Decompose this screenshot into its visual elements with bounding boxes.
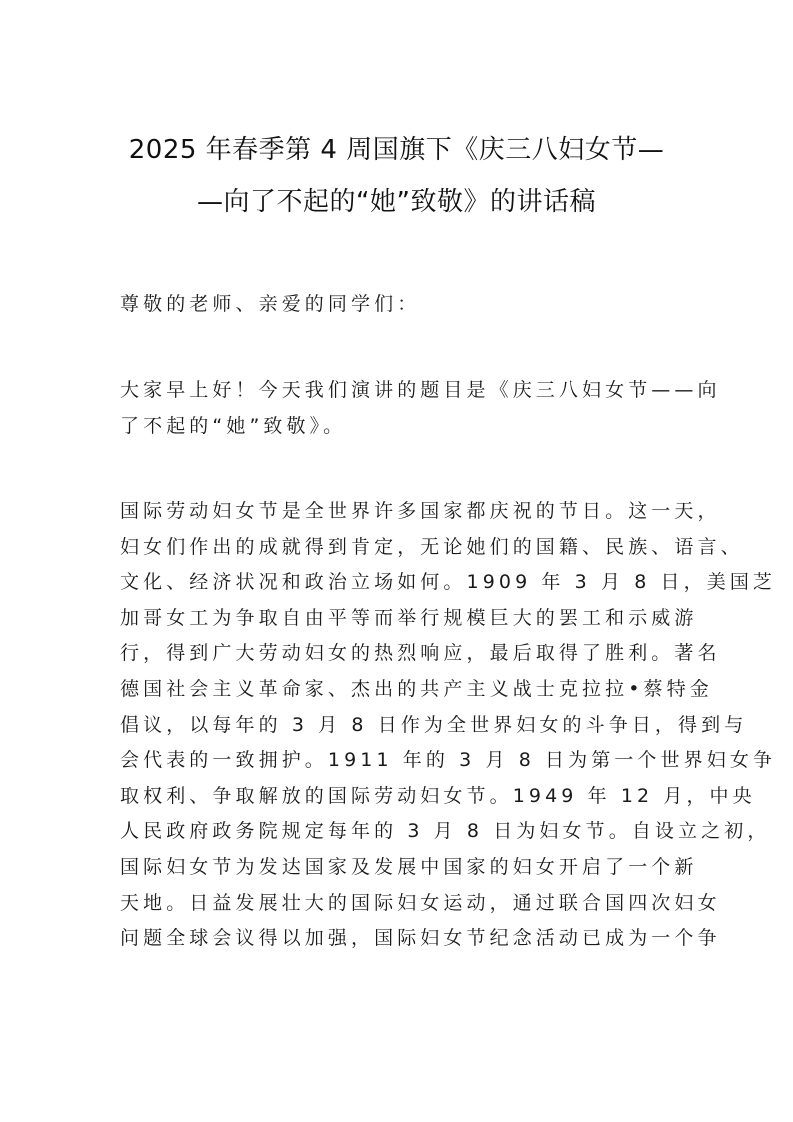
paragraph-line: 倡议，以每年的 3 月 8 日作为全世界妇女的斗争日，得到与: [120, 713, 748, 736]
greeting-paragraph: [120, 373, 721, 444]
paragraph-line: 问题全球会议得以加强，国际妇女节纪念活动已成为一个争: [120, 927, 721, 950]
paragraph-line: 文化、经济状况和政治立场如何。1909 年 3 月 8 日，美国芝: [120, 571, 777, 594]
paragraph-line: 妇女们作出的成就得到肯定，无论她们的国籍、民族、语言、: [120, 535, 744, 558]
salutation-text: 尊敬的老师、亲爱的同学们：: [120, 293, 421, 315]
paragraph-line: 德国社会主义革命家、杰出的共产主义战士克拉拉•蔡特金: [120, 677, 713, 700]
paragraph-line: 取权利、争取解放的国际劳动妇女节。1949 年 12 月，中央: [120, 784, 756, 807]
greeting-line: 大家早上好！今天我们演讲的题目是《庆三八妇女节——向: [120, 379, 721, 401]
paragraph-line: 国际劳动妇女节是全世界许多国家都庆祝的节日。这一天，: [120, 500, 721, 522]
paragraph-line: 国际妇女节为发达国家及发展中国家的妇女开启了一个新: [120, 855, 698, 878]
salutation: [120, 287, 676, 323]
document-title: [100, 124, 693, 228]
paragraph-line: 加哥女工为争取自由平等而举行规模巨大的罢工和示威游: [120, 606, 698, 629]
title-line-1: 2025 年春季第 4 周国旗下《庆三八妇女节—: [128, 135, 665, 165]
title-line-2: —向了不起的“她”致敬》的讲话稿: [197, 187, 596, 217]
paragraph-line: 会代表的一致拥护。1911 年的 3 月 8 日为第一个世界妇女争: [120, 749, 777, 772]
paragraph-line: 人民政府政务院规定每年的 3 月 8 日为妇女节。自设立之初，: [120, 820, 771, 843]
paragraph-line: 天地。日益发展壮大的国际妇女运动，通过联合国四次妇女: [120, 891, 721, 914]
paragraph-line: 行，得到广大劳动妇女的热烈响应，最后取得了胜利。著名: [120, 642, 721, 665]
body-paragraph-history: [120, 494, 777, 957]
greeting-line: 了不起的“她”致敬》。: [120, 414, 347, 437]
